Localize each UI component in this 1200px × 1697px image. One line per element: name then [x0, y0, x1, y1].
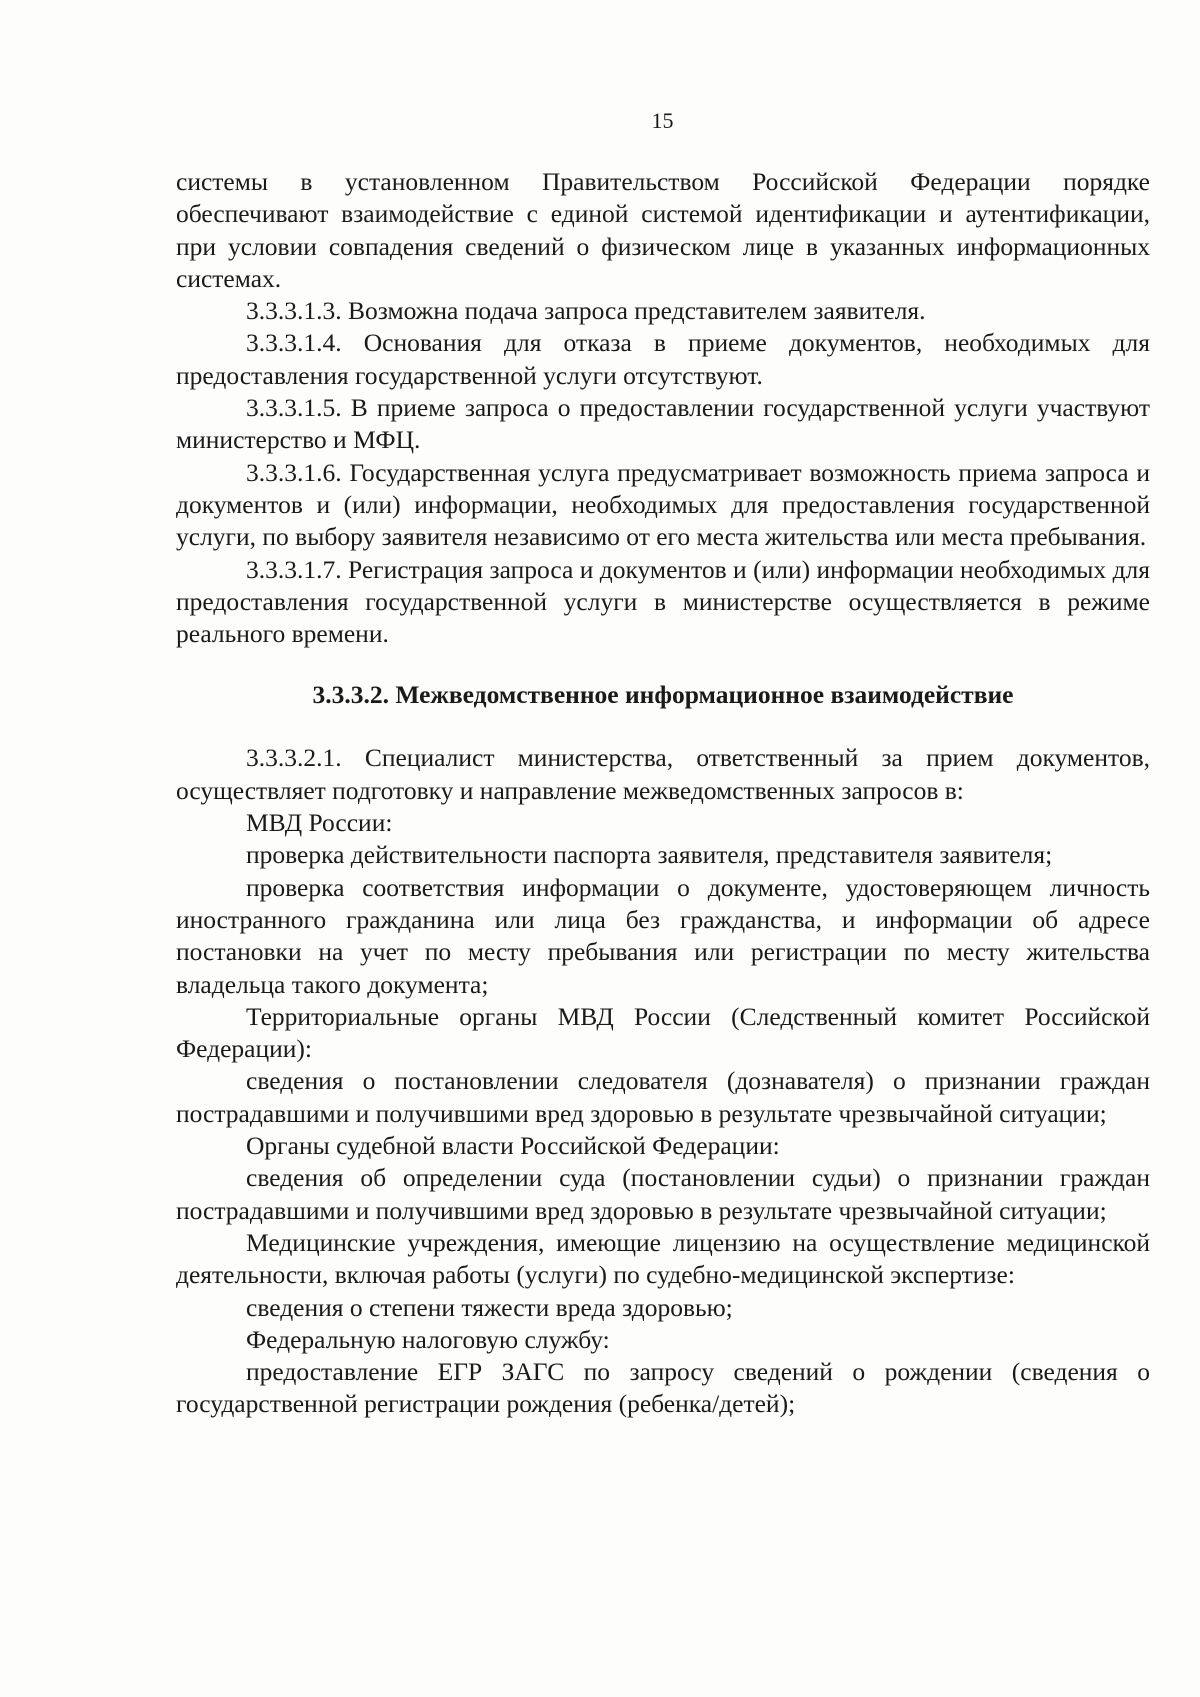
paragraph-continuation: системы в установленном Правительством Российской Федерации порядке обеспечивают взаимодействие с единой системой идентификации и аутентификации, при условии совпадения сведений о физическом лице в указанных информационных системах.	[176, 167, 1150, 293]
paragraph-3-3-3-1-6: 3.3.3.1.6. Государственная услуга предусматривает возможность приема запроса и документов и (или) информации, необходимых для предоставления государственной услуги, по выбору заявителя независимо от его места жительства или места пребывания.	[176, 457, 1150, 552]
paragraph-3-3-3-1-5: 3.3.3.1.5. В приеме запроса о предоставлении государственной услуги участвуют министерство и МФЦ.	[176, 393, 1150, 455]
paragraph-3-3-3-1-7: 3.3.3.1.7. Регистрация запроса и документов и (или) информации необходимых для предоставления государственной услуги в министерстве осуществляется в режиме реального времени.	[176, 554, 1150, 649]
agency-territorial-mvd: Территориальные органы МВД России (Следственный комитет Российской Федерации):	[176, 1001, 1150, 1064]
agency-medical: Медицинские учреждения, имеющие лицензию на осуществление медицинской деятельности, включая работы (услуги) по судебно-медицинской экспертизе:	[176, 1227, 1150, 1290]
paragraph-3-3-3-1-4: 3.3.3.1.4. Основания для отказа в приеме документов, необходимых для предоставления государственной услуги отсутствуют.	[176, 328, 1150, 390]
document-body	[176, 166, 1150, 1421]
list-item: сведения о постановлении следователя (дознавателя) о признании граждан пострадавшими и получившими вред здоровью в результате чрезвычайной ситуации;	[176, 1066, 1150, 1128]
list-item: проверка действительности паспорта заявителя, представителя заявителя;	[246, 840, 1053, 870]
list-item: сведения об определении суда (постановлении судьи) о признании граждан пострадавшими и получившими вред здоровью в результате чрезвычайной ситуации;	[176, 1163, 1150, 1225]
list-item: сведения о степени тяжести вреда здоровью;	[246, 1292, 733, 1322]
list-item: предоставление ЕГР ЗАГС по запросу сведений о рождении (сведения о государственной регистрации рождения (ребенка/детей);	[176, 1357, 1150, 1419]
paragraph-3-3-3-1-3: 3.3.3.1.3. Возможна подача запроса представителем заявителя.	[246, 296, 926, 326]
section-heading: 3.3.3.2. Межведомственное информационное взаимодействие	[312, 680, 1014, 710]
agency-mvd: МВД России:	[246, 808, 393, 838]
agency-judicial: Органы судебной власти Российской Федерации:	[246, 1131, 780, 1161]
agency-tax-service: Федеральную налоговую службу:	[246, 1324, 610, 1354]
paragraph-3-3-3-2-1: 3.3.3.2.1. Специалист министерства, ответственный за прием документов, осуществляет подготовку и направление межведомственных запросов в:	[176, 743, 1150, 805]
page-number: 15	[651, 108, 674, 133]
list-item: проверка соответствия информации о документе, удостоверяющем личность иностранного гражданина или лица без гражданства, и информации об адресе постановки на учет по месту пребывания или регистрации по месту жительства владельца такого документа;	[176, 872, 1150, 999]
